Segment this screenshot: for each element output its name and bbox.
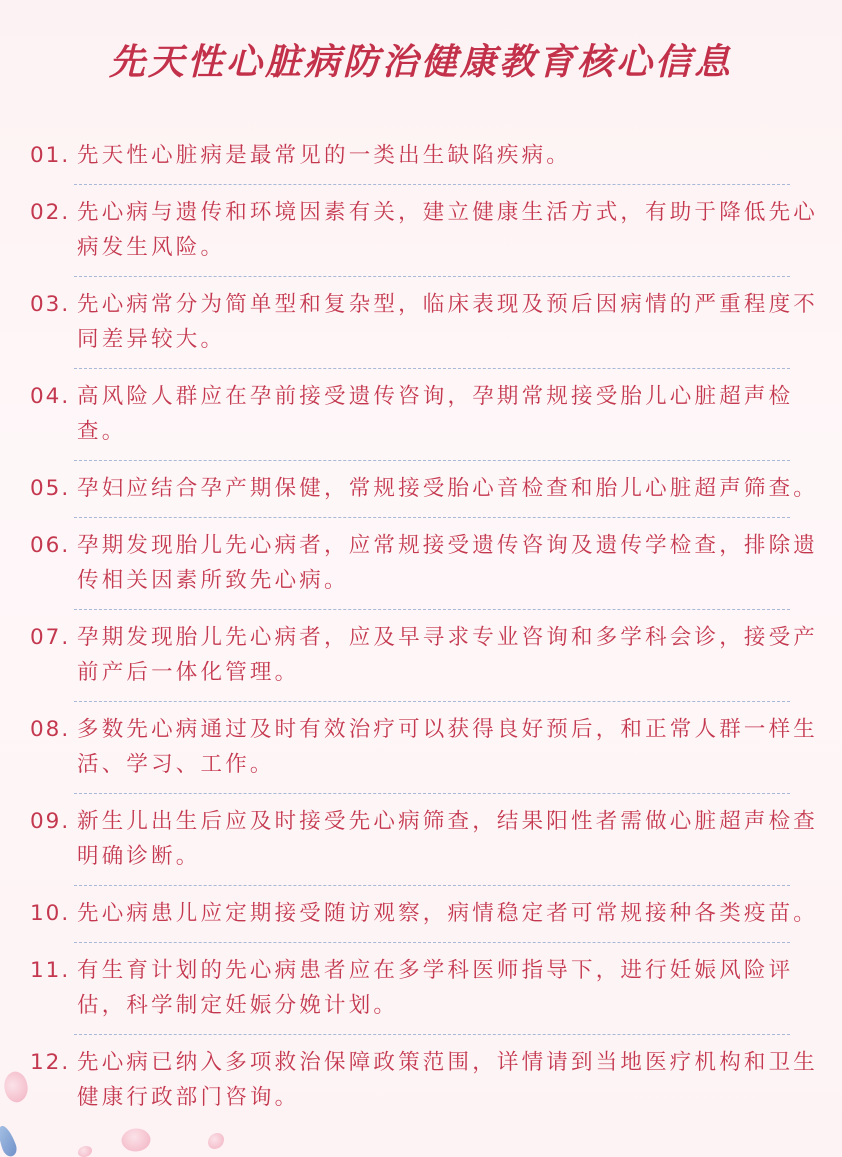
list-item [30,185,819,277]
item-number: 05. [30,476,71,501]
item-text: 先心病与遗传和环境因素有关，建立健康生活方式，有助于降低先心病发生风险。 [77,200,819,260]
item-number: 06. [30,533,71,558]
item-number: 08. [30,717,71,742]
flower-petal-icon [78,1146,92,1157]
item-number: 02. [30,200,71,225]
list-item [30,886,819,943]
list-item [30,128,790,185]
list-item [30,794,819,886]
item-number: 10. [30,901,71,926]
item-text: 先心病已纳入多项救治保障政策范围，详情请到当地医疗机构和卫生健康行政部门咨询。 [77,1050,819,1110]
item-text: 先心病患儿应定期接受随访观察，病情稳定者可常规接种各类疫苗。 [77,901,819,926]
page-title: 先天性心脏病防治健康教育核心信息 [108,42,733,83]
item-number: 04. [30,384,71,409]
list-item [30,461,819,518]
leaf-icon [0,1124,19,1157]
list-item [30,1035,819,1126]
item-number: 03. [30,292,71,317]
core-info-list [30,128,820,1126]
list-item [30,369,794,461]
item-text: 新生儿出生后应及时接受先心病筛查，结果阳性者需做心脏超声检查明确诊断。 [77,809,819,869]
item-text: 多数先心病通过及时有效治疗可以获得良好预后，和正常人群一样生活、学习、工作。 [77,717,819,777]
item-text: 先天性心脏病是最常见的一类出生缺陷疾病。 [77,143,572,168]
list-item [30,702,819,794]
list-item [30,610,819,702]
flower-petal-icon [119,1124,154,1156]
item-number: 11. [30,958,71,983]
item-text: 孕妇应结合孕产期保健，常规接受胎心音检查和胎儿心脏超声筛查。 [77,476,819,501]
list-item [30,943,794,1035]
item-number: 07. [30,625,71,650]
item-text: 有生育计划的先心病患者应在多学科医师指导下，进行妊娠风险评估，科学制定妊娠分娩计划。 [77,958,794,1018]
item-number: 12. [30,1050,71,1075]
flower-petal-icon [208,1133,224,1149]
item-text: 孕期发现胎儿先心病者，应及早寻求专业咨询和多学科会诊，接受产前产后一体化管理。 [77,625,819,685]
list-item [30,277,819,369]
item-text: 高风险人群应在孕前接受遗传咨询，孕期常规接受胎儿心脏超声检查。 [77,384,794,444]
item-number: 01. [30,143,71,168]
item-text: 先心病常分为简单型和复杂型，临床表现及预后因病情的严重程度不同差异较大。 [77,292,819,352]
flower-petal-icon [0,1068,33,1105]
item-number: 09. [30,809,71,834]
item-text: 孕期发现胎儿先心病者，应常规接受遗传咨询及遗传学检查，排除遗传相关因素所致先心病。 [77,533,819,593]
list-item [30,518,819,610]
